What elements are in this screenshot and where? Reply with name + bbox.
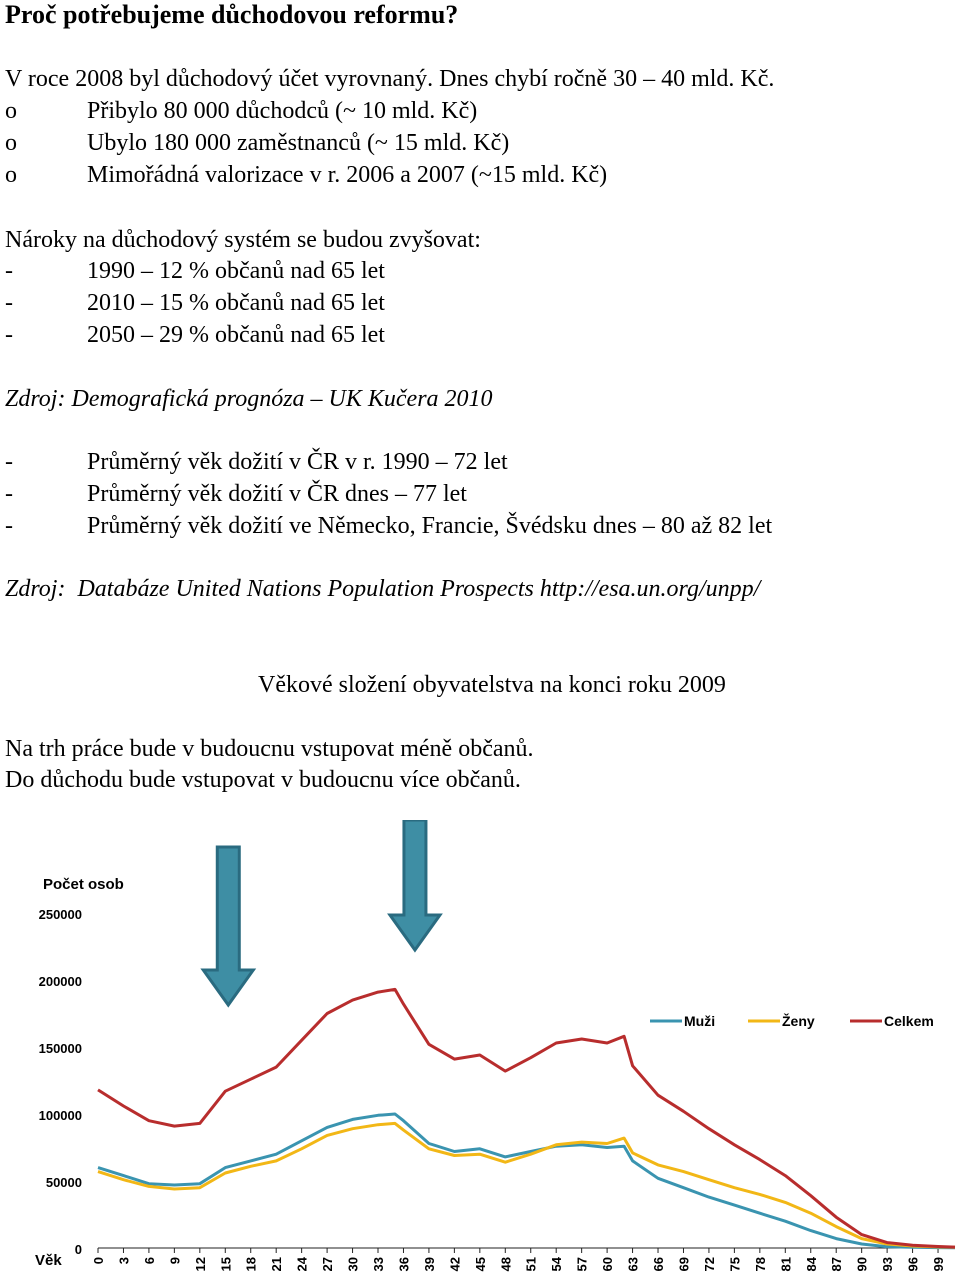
x-tick-label: 90: [854, 1257, 870, 1272]
y-tick-label: 100000: [38, 1108, 82, 1123]
x-tick-label: 27: [320, 1257, 336, 1272]
list-item: [5, 288, 385, 318]
x-tick-label: 21: [269, 1257, 285, 1272]
list-item: [5, 256, 385, 286]
list-item-text: 1990 – 12 % občanů nad 65 let: [87, 258, 385, 284]
down-arrow-icon: [203, 847, 253, 1005]
y-tick-label: 200000: [38, 974, 82, 989]
y-tick-label: 250000: [38, 907, 82, 922]
list-item-text: Průměrný věk dožití ve Německo, Francie, Švédsku dnes – 80 až 82 let: [87, 513, 773, 539]
x-tick-label: 72: [701, 1257, 717, 1272]
legend-label: Ženy: [782, 1013, 815, 1029]
bullet-marker: o: [5, 98, 17, 124]
bullet-marker: o: [5, 130, 17, 156]
age-structure-chart: [0, 820, 960, 1274]
list-item-text: Ubylo 180 000 zaměstnanců (~ 15 mld. Kč): [87, 130, 510, 156]
x-tick-label: 39: [421, 1257, 437, 1272]
x-tick-label: 48: [498, 1257, 514, 1272]
x-tick-label: 96: [905, 1257, 921, 1272]
x-tick-label: 57: [574, 1257, 590, 1272]
x-tick-label: 9: [167, 1257, 183, 1265]
bullet-marker: o: [5, 162, 17, 188]
x-tick-label: 18: [243, 1257, 259, 1272]
x-tick-label: 78: [752, 1257, 768, 1272]
x-tick-label: 75: [727, 1257, 743, 1272]
x-tick-label: 60: [600, 1257, 616, 1272]
legend-label: Celkem: [884, 1013, 934, 1029]
x-tick-label: 54: [549, 1257, 565, 1272]
bullet-marker: -: [5, 290, 13, 316]
source-note: Zdroj: Databáze United Nations Population Prospects http://esa.un.org/unpp/: [5, 576, 761, 602]
series-line-Muži: [98, 1114, 955, 1248]
x-tick-label: 63: [625, 1257, 641, 1272]
bullet-marker: -: [5, 481, 13, 507]
source-note: Zdroj: Demografická prognóza – UK Kučera 2010: [5, 386, 493, 412]
x-tick-label: 42: [447, 1257, 463, 1272]
list-item-text: 2050 – 29 % občanů nad 65 let: [87, 322, 385, 348]
x-tick-label: 93: [880, 1257, 896, 1272]
x-tick-label: 30: [345, 1257, 361, 1272]
x-tick-label: 36: [396, 1257, 412, 1272]
list-item-text: Průměrný věk dožití v ČR dnes – 77 let: [87, 481, 467, 507]
x-tick-label: 69: [676, 1257, 692, 1272]
list-item: [5, 447, 508, 477]
x-tick-label: 87: [829, 1257, 845, 1272]
series-line-Celkem: [98, 989, 955, 1247]
x-tick-label: 12: [192, 1257, 208, 1272]
x-tick-label: 33: [371, 1257, 387, 1272]
y-tick-label: 150000: [38, 1041, 82, 1056]
list-item: [5, 160, 607, 190]
bullet-marker: -: [5, 322, 13, 348]
y-tick-label: 50000: [45, 1175, 82, 1190]
x-tick-label: 3: [116, 1257, 132, 1265]
list-item: [5, 320, 385, 350]
x-tick-label: 84: [803, 1257, 819, 1272]
x-tick-label: 99: [931, 1257, 947, 1272]
down-arrow-icon: [390, 820, 440, 950]
list-item: [5, 96, 477, 126]
x-axis-title: Věk: [35, 1252, 62, 1269]
closing-text: Na trh práce bude v budoucnu vstupovat méně občanů.: [5, 736, 534, 762]
list-item-text: Přibylo 80 000 důchodců (~ 10 mld. Kč): [87, 98, 478, 124]
legend-label: Muži: [684, 1013, 716, 1029]
x-tick-label: 51: [523, 1257, 539, 1272]
series-line-Ženy: [98, 1123, 955, 1247]
document-title: Proč potřebujeme důchodovou reformu?: [5, 0, 459, 29]
x-tick-label: 0: [91, 1257, 106, 1265]
bullet-marker: -: [5, 513, 13, 539]
bullet-marker: -: [5, 449, 13, 475]
list-item-text: 2010 – 15 % občanů nad 65 let: [87, 290, 385, 316]
closing-text: Do důchodu bude vstupovat v budoucnu více občanů.: [5, 767, 521, 793]
claims-intro: Nároky na důchodový systém se budou zvyšovat:: [5, 227, 481, 253]
list-item-text: Mimořádná valorizace v r. 2006 a 2007 (~15 mld. Kč): [87, 162, 608, 188]
list-item: [5, 511, 772, 541]
bullet-marker: -: [5, 258, 13, 284]
y-axis-title: Počet osob: [43, 876, 124, 893]
chart-heading: Věkové složení obyvatelstva na konci roku 2009: [258, 672, 726, 698]
intro-text: V roce 2008 byl důchodový účet vyrovnaný. Dnes chybí ročně 30 – 40 mld. Kč.: [5, 66, 775, 92]
x-tick-label: 6: [141, 1257, 157, 1265]
x-tick-label: 15: [218, 1257, 234, 1272]
x-tick-label: 81: [778, 1257, 794, 1272]
list-item-text: Průměrný věk dožití v ČR v r. 1990 – 72 let: [87, 449, 508, 475]
x-tick-label: 24: [294, 1257, 310, 1272]
x-tick-label: 66: [651, 1257, 667, 1272]
list-item: [5, 479, 467, 509]
y-tick-label: 0: [74, 1242, 82, 1257]
list-item: [5, 128, 509, 158]
x-tick-label: 45: [472, 1257, 488, 1272]
